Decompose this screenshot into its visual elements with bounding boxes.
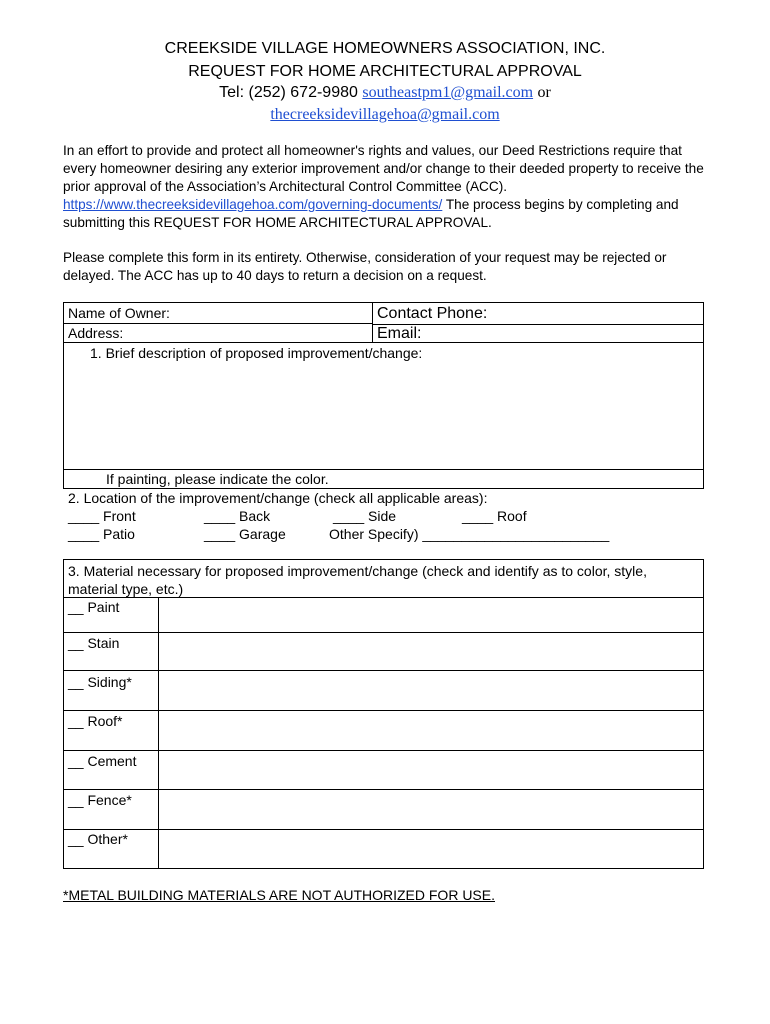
location-question: 2. Location of the improvement/change (check all applicable areas): [68,490,488,506]
location-roof[interactable]: ____ Roof [462,508,527,524]
materials-question-line1: 3. Material necessary for proposed improvement/change (check and identify as to color, style, [68,563,647,579]
owner-contact-divider [372,302,373,342]
location-side[interactable]: ____ Side [333,508,397,524]
location-patio[interactable]: ____ Patio [68,526,135,542]
instructions-paragraph: Please complete this form in its entirety. Otherwise, consideration of your request may be rejected or delayed. The ACC has up to 40 days to return a decision on a request. [63,250,667,283]
materials-row-line [63,632,704,633]
intro-text-cont: The process begins by completing and submitting this REQUEST FOR HOME ARCHITECTURAL APPROVAL. [63,197,679,230]
materials-row-line [63,789,704,790]
email-line-2 [0,106,770,124]
material-cement[interactable]: __ Cement [68,753,137,769]
metal-materials-warning: *METAL BUILDING MATERIALS ARE NOT AUTHORIZED FOR USE. [63,887,495,903]
location-back[interactable]: ____ Back [204,508,271,524]
material-fence[interactable]: __ Fence* [68,792,132,808]
description-area-bottom [63,469,704,470]
material-siding[interactable]: __ Siding* [68,674,132,690]
contact-phone-label: Contact Phone: [377,305,488,322]
materials-row-line [63,829,704,830]
contact-line [0,84,770,102]
material-other[interactable]: __ Other* [68,831,128,847]
materials-row-line [63,710,704,711]
email-link-creekside[interactable]: thecreeksidevillagehoa@gmail.com [270,106,500,123]
intro-text: In an effort to provide and protect all homeowner's rights and values, our Deed Restrictions require that every homeowner desiring any exterior improvement and/or change to their deeded property to receive the prior approval of the Association’s Architectural Control Committee (ACC). [63,143,704,194]
materials-box [63,559,704,869]
email-link-southeastpm[interactable]: southeastpm1@gmail.com [362,84,534,101]
material-stain[interactable]: __ Stain [68,635,120,651]
or-text: or [537,84,551,101]
intro-paragraph [63,142,713,232]
location-front[interactable]: ____ Front [68,508,136,524]
materials-question-line2: material type, etc.) [68,581,184,597]
materials-row-line [63,750,704,751]
telephone: Tel: (252) 672-9980 [219,84,358,101]
material-roof[interactable]: __ Roof* [68,713,123,729]
contact-row-divider [372,324,704,325]
form-title: REQUEST FOR HOME ARCHITECTURAL APPROVAL [188,63,582,80]
material-paint[interactable]: __ Paint [68,599,120,615]
materials-row-line [63,670,704,671]
association-name: CREEKSIDE VILLAGE HOMEOWNERS ASSOCIATION, INC. [164,40,606,57]
painting-color-label: If painting, please indicate the color. [106,471,329,487]
location-garage[interactable]: ____ Garage [204,526,286,542]
owner-row-divider [63,323,372,324]
address-label: Address: [68,325,124,341]
materials-header-bottom [63,597,704,598]
governing-documents-link[interactable]: https://www.thecreeksidevillagehoa.com/governing-documents/ [63,197,443,212]
owner-label: Name of Owner: [68,305,170,321]
email-label: Email: [377,325,422,342]
location-other[interactable]: Other Specify) ________________________ [329,526,610,542]
description-question: 1. Brief description of proposed improvement/change: [90,345,423,361]
